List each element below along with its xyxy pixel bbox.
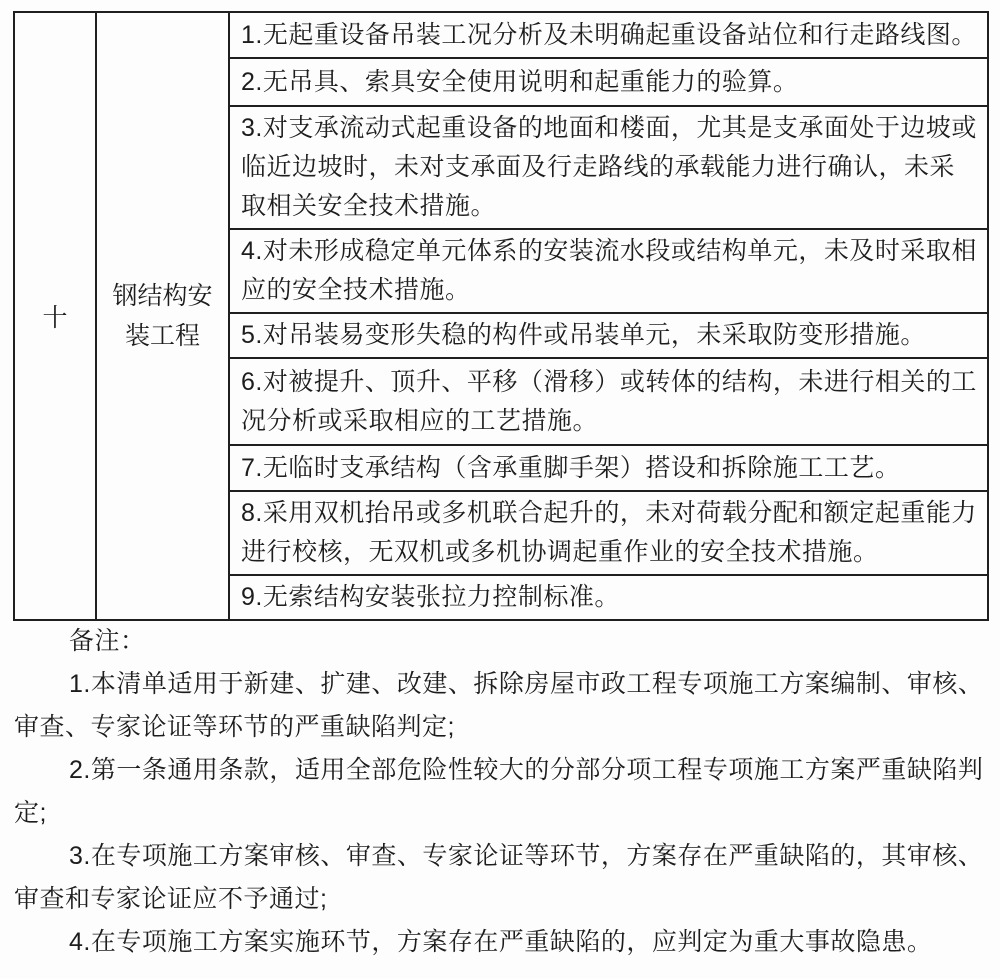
defect-item-5: 5.对吊装易变形失稳的构件或吊装单元，未采取防变形措施。 (229, 313, 988, 358)
note-item-1: 1.本清单适用于新建、扩建、改建、拆除房屋市政工程专项施工方案编制、审核、审查、专家论证等环节的严重缺陷判定; (14, 670, 984, 741)
category-cell: 钢结构安装工程 (96, 12, 229, 620)
defect-item-8: 8.采用双机抬吊或多机联合起升的，未对荷载分配和额定起重能力进行校核，无双机或多机协调起重作业的安全技术措施。 (229, 491, 988, 575)
defect-item-7: 7.无临时支承结构（含承重脚手架）搭设和拆除施工工艺。 (229, 445, 988, 491)
notes-section (14, 620, 986, 964)
notes-heading: 备注： (69, 627, 146, 655)
note-item-4: 4.在专项施工方案实施环节，方案存在严重缺陷的，应判定为重大事故隐患。 (69, 928, 933, 956)
defect-table (13, 11, 989, 621)
defect-item-9: 9.无索结构安装张拉力控制标准。 (229, 575, 988, 620)
serial-number-cell: 十 (14, 12, 96, 620)
note-item-3: 3.在专项施工方案审核、审查、专家论证等环节，方案存在严重缺陷的，其审核、审查和专家论证应不予通过; (14, 842, 984, 913)
defect-item-4: 4.对未形成稳定单元体系的安装流水段或结构单元，未及时采取相应的安全技术措施。 (229, 229, 988, 313)
table-row (14, 12, 988, 58)
defect-item-1: 1.无起重设备吊装工况分析及未明确起重设备站位和行走路线图。 (229, 12, 988, 58)
defect-item-6: 6.对被提升、顶升、平移（滑移）或转体的结构，未进行相关的工况分析或采取相应的工艺措施。 (229, 358, 988, 445)
defect-item-2: 2.无吊具、索具安全使用说明和起重能力的验算。 (229, 58, 988, 106)
note-item-2: 2.第一条通用条款，适用全部危险性较大的分部分项工程专项施工方案严重缺陷判定; (14, 756, 984, 827)
defect-item-3: 3.对支承流动式起重设备的地面和楼面，尤其是支承面处于边坡或临近边坡时，未对支承面及行走路线的承载能力进行确认，未采取相关安全技术措施。 (229, 106, 988, 229)
